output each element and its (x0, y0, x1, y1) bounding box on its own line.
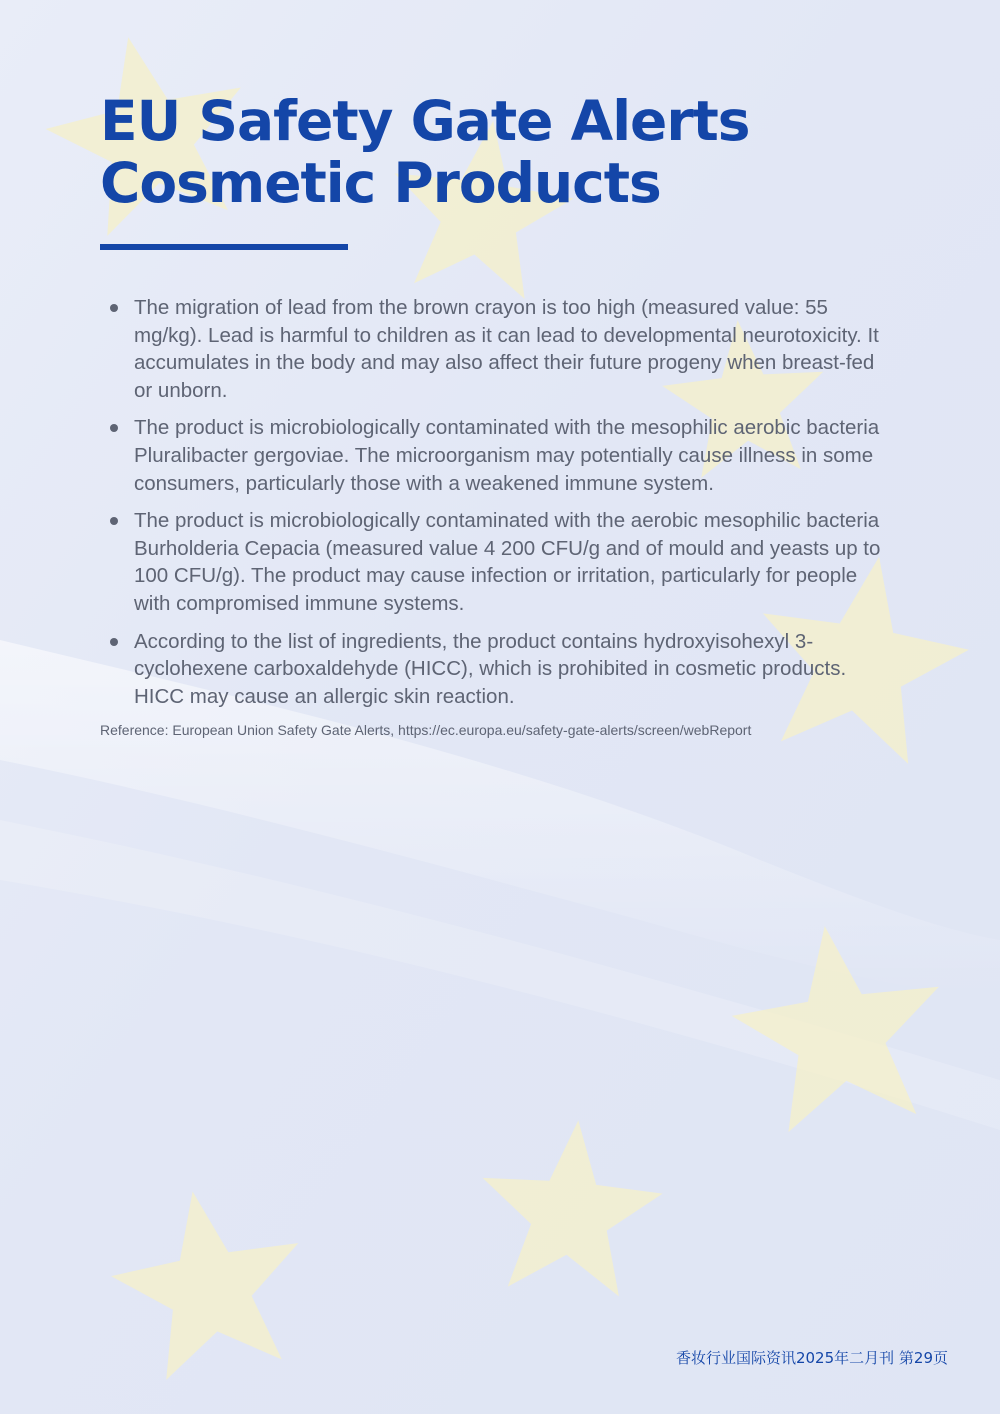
page-title (100, 90, 890, 214)
alert-list (100, 294, 890, 710)
title-line-1: EU Safety Gate Alerts (100, 89, 750, 153)
list-item-text: The product is microbiologically contaminated with the aerobic mesophilic bacteria Burholderia Cepacia (measured value 4 200 CFU/g and of mould and yeasts up to 100 CFU/g). The product may cause infection or irritation, particularly for people with compromised immune systems. (134, 509, 881, 615)
page-footer: 香妆行业国际资讯2025年二月刊 第29页 (675, 1349, 948, 1367)
list-item (100, 628, 890, 711)
list-item-text: The product is microbiologically contaminated with the mesophilic aerobic bacteria Pluralibacter gergoviae. The microorganism may potentially cause illness in some consumers, particularly those with a weakened immune system. (134, 416, 880, 495)
title-line-2: Cosmetic Products (100, 151, 661, 215)
list-item (100, 507, 890, 617)
bullet-dot-icon (110, 517, 118, 525)
bullet-dot-icon (110, 638, 118, 646)
list-item (100, 414, 890, 497)
list-item-text: According to the list of ingredients, the product contains hydroxyisohexyl 3-cyclohexene carboxaldehyde (HICC), which is prohibited in cosmetic products. HICC may cause an allergic skin reaction. (134, 629, 847, 708)
bullet-dot-icon (110, 304, 118, 312)
bullet-dot-icon (110, 424, 118, 432)
article (100, 90, 890, 740)
list-item-text: The migration of lead from the brown crayon is too high (measured value: 55 mg/kg). Lead is harmful to children as it can lead to developmental neurotoxicity. It accumulates in the body and may also affect their future progeny when breast-fed or unborn. (134, 296, 879, 402)
title-underline (100, 244, 348, 250)
reference-note: Reference: European Union Safety Gate Alerts, https://ec.europa.eu/safety-gate-alerts/screen/webReport (100, 722, 752, 739)
list-item (100, 294, 890, 404)
